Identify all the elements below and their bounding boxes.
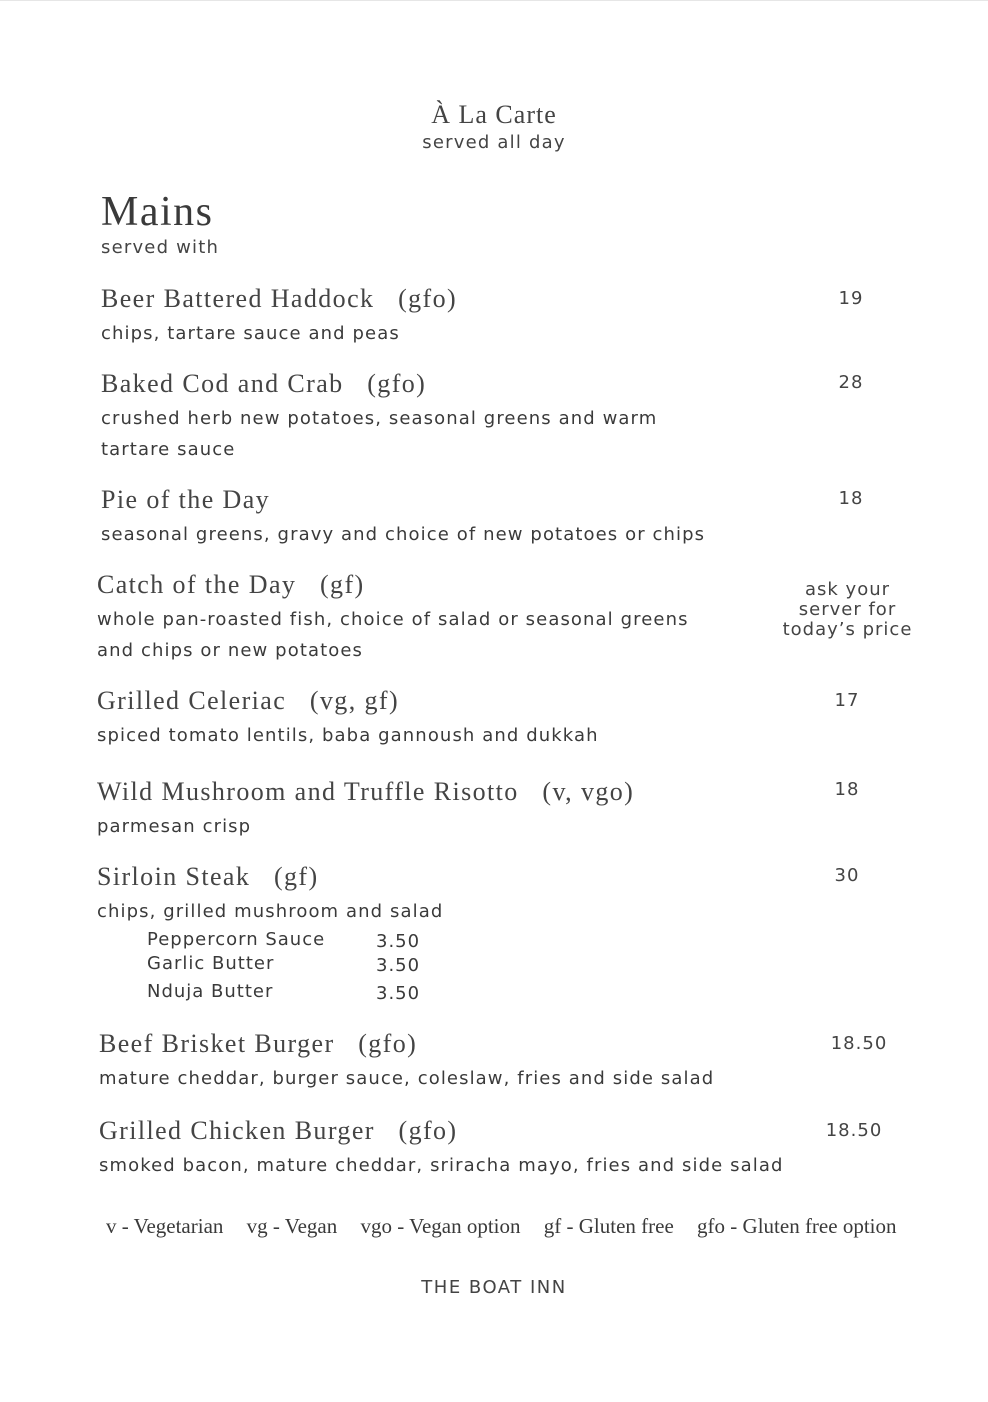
extra-price: 3.50 <box>376 983 421 1004</box>
extra-name: Peppercorn Sauce <box>147 929 326 950</box>
legend-item: gf - Gluten free <box>543 1214 674 1238</box>
legend-item: vg - Vegan <box>246 1214 338 1238</box>
dietary-legend <box>106 1214 915 1239</box>
extra-name: Garlic Butter <box>147 953 275 974</box>
item-name: Sirloin Steak (gf) <box>97 862 319 891</box>
item-price: 18.50 <box>830 1033 888 1054</box>
item-name: Grilled Chicken Burger (gfo) <box>99 1116 458 1145</box>
item-price: 19 <box>838 288 864 309</box>
extra-name: Nduja Butter <box>147 981 274 1002</box>
item-description: mature cheddar, burger sauce, coleslaw, fries and side salad <box>99 1068 715 1089</box>
item-description: smoked bacon, mature cheddar, sriracha mayo, fries and side salad <box>99 1155 784 1176</box>
item-name: Beef Brisket Burger (gfo) <box>99 1029 418 1058</box>
item-name: Catch of the Day (gf) <box>97 570 365 599</box>
restaurant-name: THE BOAT INN <box>421 1277 567 1298</box>
item-price: 17 <box>834 690 860 711</box>
top-divider <box>0 0 988 1</box>
menu-title: À La Carte <box>431 100 557 129</box>
item-description: crushed herb new potatoes, seasonal greens and warm tartare sauce <box>101 408 658 460</box>
extra-price: 3.50 <box>376 955 421 976</box>
section-subtitle: served with <box>101 237 220 258</box>
legend-item: gfo - Gluten free option <box>697 1214 897 1238</box>
item-description: parmesan crisp <box>97 816 252 837</box>
item-price: 28 <box>838 372 864 393</box>
item-description: chips, grilled mushroom and salad <box>97 901 444 922</box>
item-name: Baked Cod and Crab (gfo) <box>101 369 427 398</box>
item-price: 18 <box>834 779 860 800</box>
item-price: 18 <box>838 488 864 509</box>
menu-subtitle: served all day <box>422 132 566 153</box>
legend-item: vgo - Vegan option <box>360 1214 521 1238</box>
extra-price: 3.50 <box>376 931 421 952</box>
item-name: Pie of the Day <box>101 485 271 514</box>
item-name: Beer Battered Haddock (gfo) <box>101 284 458 313</box>
item-description: spiced tomato lentils, baba gannoush and dukkah <box>97 725 599 746</box>
section-title: Mains <box>101 189 214 235</box>
item-name: Wild Mushroom and Truffle Risotto (v, vgo) <box>97 777 635 806</box>
item-price: 18.50 <box>825 1120 883 1141</box>
item-description: chips, tartare sauce and peas <box>101 323 400 344</box>
legend-item: v - Vegetarian <box>106 1214 224 1238</box>
item-description: whole pan-roasted fish, choice of salad or seasonal greens and chips or new potatoes <box>97 609 689 661</box>
item-price-note: ask your server for today’s price <box>782 579 913 640</box>
item-price: 30 <box>834 865 860 886</box>
item-description: seasonal greens, gravy and choice of new potatoes or chips <box>101 524 706 545</box>
item-name: Grilled Celeriac (vg, gf) <box>97 686 400 715</box>
